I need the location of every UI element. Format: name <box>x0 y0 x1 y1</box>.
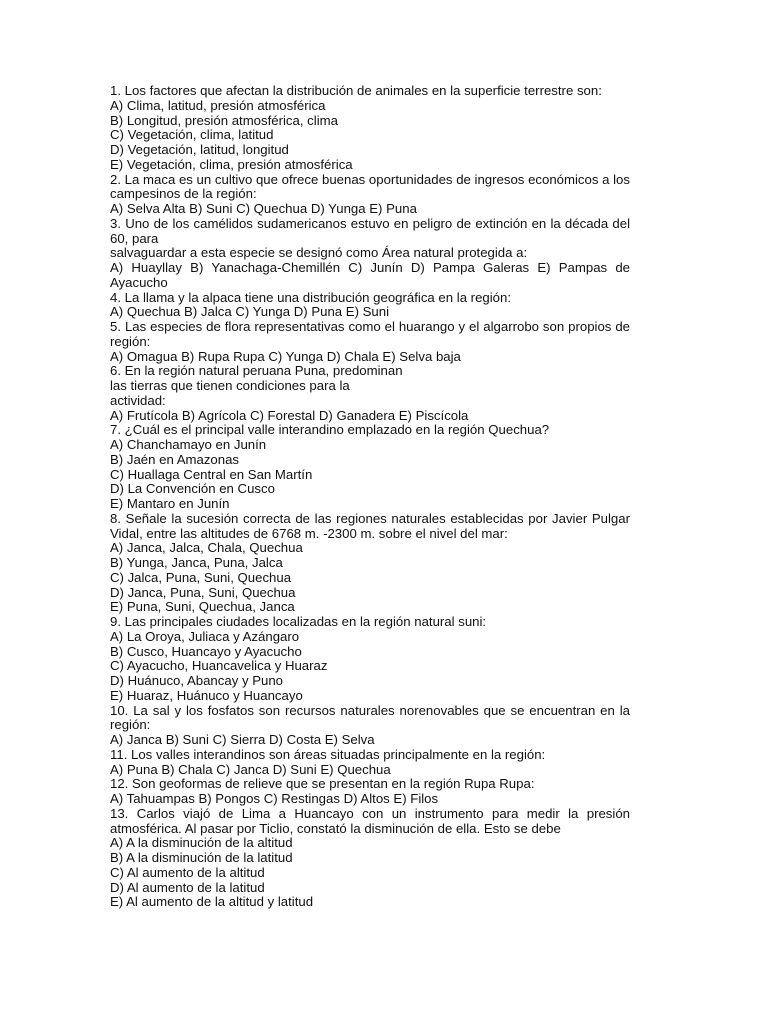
text-line: Ayacucho <box>110 274 168 290</box>
text-line: A) Chanchamayo en Junín <box>110 437 267 452</box>
text-line: A) Huayllay B) Yanachaga-Chemillén C) Junín D) Pampa Galeras E) Pampas de <box>110 261 630 275</box>
text-line: 2. La maca es un cultivo que ofrece buenas oportunidades de ingresos económicos a los <box>110 172 630 187</box>
text-line: C) Huallaga Central en San Martín <box>110 466 313 482</box>
text-line: 10. La sal y los fosfatos son recursos naturales norenovables que se encuentran en la <box>110 703 630 718</box>
text-line: D) Al aumento de la latitud <box>110 879 265 895</box>
text-line: A) La Oroya, Juliaca y Azángaro <box>110 628 300 644</box>
text-line: C) Al aumento de la altitud <box>110 864 265 880</box>
text-line: salvaguardar a esta especie se designó como Área natural protegida a: <box>110 245 528 261</box>
document-text <box>110 84 630 910</box>
text-line: campesinos de la región: <box>110 186 257 202</box>
text-line: D) La Convención en Cusco <box>110 481 275 497</box>
text-line: 9. Las principales ciudades localizadas en la región natural suni: <box>110 614 487 629</box>
text-line: B) Jaén en Amazonas <box>110 451 240 467</box>
text-line: 60, para <box>110 230 159 246</box>
text-line: las tierras que tienen condiciones para la <box>110 378 350 393</box>
text-line: Vidal, entre las altitudes de 6768 m. -2300 m. sobre el nivel del mar: <box>110 525 508 541</box>
text-line: E) Mantaro en Junín <box>110 496 230 511</box>
text-line: E) Vegetación, clima, presión atmosférica <box>110 156 353 172</box>
text-line: D) Janca, Puna, Suni, Quechua <box>110 584 296 600</box>
text-line: A) A la disminución de la altitud <box>110 835 293 851</box>
text-line: B) Cusco, Huancayo y Ayacucho <box>110 643 302 659</box>
text-line: A) Clima, latitud, presión atmosférica <box>110 97 326 113</box>
text-line: 1. Los factores que afectan la distribución de animales en la superficie terrestre son: <box>110 83 602 98</box>
text-line: 6. En la región natural peruana Puna, predominan <box>110 363 403 379</box>
text-line: 4. La llama y la alpaca tiene una distribución geográfica en la región: <box>110 289 512 305</box>
text-line: A) Janca B) Suni C) Sierra D) Costa E) Selva <box>110 732 375 747</box>
text-line: B) Yunga, Janca, Puna, Jalca <box>110 555 283 570</box>
text-line: B) A la disminución de la latitud <box>110 850 293 865</box>
text-line: actividad: <box>110 392 166 408</box>
text-line: D) Huánuco, Abancay y Puno <box>110 673 284 688</box>
text-line: 11. Los valles interandinos son áreas situadas principalmente en la región: <box>110 746 546 762</box>
text-line: A) Quechua B) Jalca C) Yunga D) Puna E) Suni <box>110 304 390 320</box>
text-line: región: <box>110 717 151 733</box>
text-line: 7. ¿Cuál es el principal valle interandino emplazado en la región Quechua? <box>110 422 550 438</box>
text-line: C) Vegetación, clima, latitud <box>110 127 274 143</box>
text-line: C) Ayacucho, Huancavelica y Huaraz <box>110 658 328 674</box>
text-line: A) Omagua B) Rupa Rupa C) Yunga D) Chala E) Selva baja <box>110 348 461 364</box>
text-line: 3. Uno de los camélidos sudamericanos estuvo en peligro de extinción en la década del <box>110 216 630 231</box>
text-line: 8. Señale la sucesión correcta de las regiones naturales establecidas por Javier Pulgar <box>110 511 630 526</box>
text-line: A) Tahuampas B) Pongos C) Restingas D) Altos E) Filos <box>110 791 439 806</box>
text-line: atmosférica. Al pasar por Ticlio, constató la disminución de ella. Esto se debe <box>110 820 561 836</box>
text-line: A) Frutícola B) Agrícola C) Forestal D) Ganadera E) Piscícola <box>110 407 469 423</box>
text-line: 13. Carlos viajó de Lima a Huancayo con un instrumento para medir la presión <box>110 806 630 821</box>
text-line: B) Longitud, presión atmosférica, clima <box>110 112 338 128</box>
text-line: D) Vegetación, latitud, longitud <box>110 142 289 157</box>
text-line: 12. Son geoformas de relieve que se presentan en la región Rupa Rupa: <box>110 776 535 792</box>
text-line: A) Janca, Jalca, Chala, Quechua <box>110 540 303 556</box>
text-line: E) Puna, Suni, Quechua, Janca <box>110 599 295 615</box>
text-line: A) Puna B) Chala C) Janca D) Suni E) Quechua <box>110 761 391 777</box>
text-line: A) Selva Alta B) Suni C) Quechua D) Yunga E) Puna <box>110 201 417 216</box>
text-line: E) Al aumento de la altitud y latitud <box>110 894 314 910</box>
text-line: E) Huaraz, Huánuco y Huancayo <box>110 687 303 703</box>
text-line: C) Jalca, Puna, Suni, Quechua <box>110 569 292 585</box>
text-line: 5. Las especies de flora representativas como el huarango y el algarrobo son propios de <box>110 320 630 334</box>
text-line: región: <box>110 333 151 349</box>
